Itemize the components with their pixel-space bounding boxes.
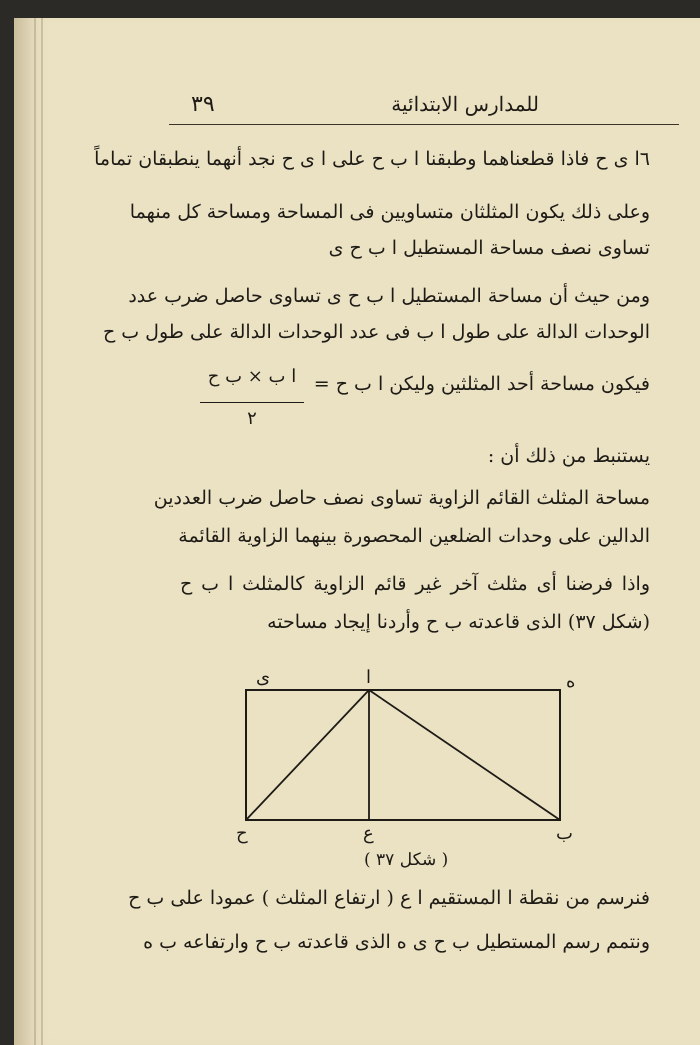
formula-denominator: ٢	[247, 408, 257, 429]
triangle-side-ah	[246, 690, 369, 820]
page-edge	[34, 18, 36, 1045]
label-top-right: ه	[566, 671, 576, 692]
text-line: فيكون مساحة أحد المثلثين وليكن ا ب ح =	[313, 373, 650, 395]
fraction-bar	[200, 402, 304, 403]
label-bottom-right: ب	[556, 823, 573, 844]
area-formula	[200, 366, 304, 436]
geometry-figure	[234, 663, 614, 863]
text-line: ونتمم رسم المستطيل ب ح ى ه الذى قاعدته ب ح وارتفاعه ب ه	[143, 931, 650, 953]
running-title: للمدارس الابتدائية	[391, 92, 539, 116]
text-line: تساوى نصف مساحة المستطيل ا ب ح ى	[328, 237, 650, 259]
text-line: يستنبط من ذلك أن :	[487, 445, 650, 467]
text-line: واذا فرضنا أى مثلث آخر غير قائم الزاوية كالمثلث ا ب ح	[180, 573, 650, 595]
text-line: وعلى ذلك يكون المثلثان متساويين فى المساحة ومساحة كل منهما	[129, 201, 650, 223]
page-edge	[41, 18, 43, 1045]
label-top-left: ى	[256, 667, 271, 688]
text-line: الوحدات الدالة على طول ا ب فى عدد الوحدات الدالة على طول ب ح	[102, 321, 650, 343]
text-line: مساحة المثلث القائم الزاوية تساوى نصف حاصل ضرب العددين	[153, 487, 650, 509]
label-foot: ع	[363, 823, 374, 844]
text-line: ومن حيث أن مساحة المستطيل ا ب ح ى تساوى حاصل ضرب عدد	[128, 285, 650, 307]
text-line: (شكل ٣٧) الذى قاعدته ب ح وأردنا إيجاد مساحته	[267, 611, 650, 633]
triangle-side-ab	[369, 690, 560, 820]
rectangle-outline	[246, 690, 560, 820]
formula-numerator: ا ب × ب ح	[207, 366, 297, 387]
text-line: ٦ا ى ح فاذا قطعناهما وطبقنا ا ب ح على ا ى ح نجد أنهما ينطبقان تماماً	[94, 148, 650, 170]
figure-caption: ( شكل ٣٧ )	[364, 850, 449, 870]
label-apex: ا	[366, 667, 372, 688]
book-page	[14, 18, 700, 1045]
text-line: فنرسم من نقطة ا المستقيم ا ع ( ارتفاع المثلث ) عمودا على ب ح	[128, 887, 650, 909]
page-number: ٣٩	[191, 92, 215, 117]
label-bottom-left: ح	[236, 823, 248, 844]
text-line: الدالين على وحدات الضلعين المحصورة بينهما الزاوية القائمة	[178, 525, 650, 547]
running-head	[169, 88, 679, 125]
